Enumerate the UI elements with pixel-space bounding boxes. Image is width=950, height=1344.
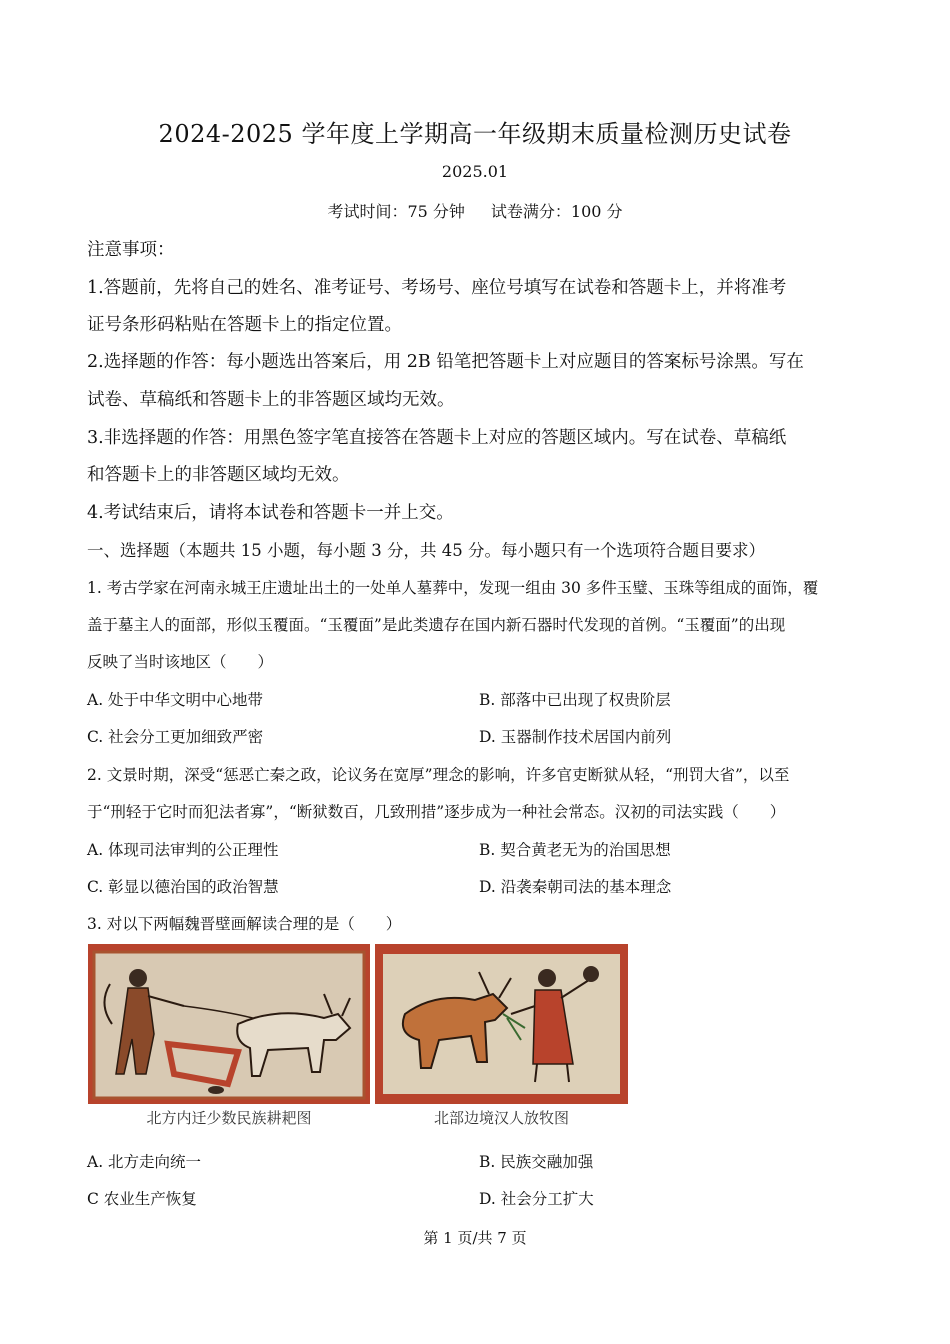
q2-option-d[interactable]: D. 沿袭秦朝司法的基本理念: [479, 878, 672, 896]
notice-heading: 注意事项：: [87, 240, 175, 260]
exam-meta: [0, 199, 950, 222]
section-heading: 一、选择题（本题共 15 小题，每小题 3 分，共 45 分。每小题只有一个选项符合题目要求）: [87, 541, 765, 560]
mural-herding-image: [375, 944, 628, 1134]
exam-date: 2025.01: [441, 162, 509, 181]
q3-option-c[interactable]: C 农业生产恢复: [87, 1190, 197, 1208]
q3-option-d[interactable]: D. 社会分工扩大: [479, 1190, 594, 1208]
q1-option-d[interactable]: D. 玉器制作技术居国内前列: [479, 728, 672, 746]
q2-option-c[interactable]: C. 彰显以德治国的政治智慧: [87, 878, 279, 896]
q1-option-a[interactable]: A. 处于中华文明中心地带: [87, 691, 264, 709]
page-footer: 第 1 页/共 7 页: [423, 1229, 527, 1247]
notice-line: 1.答题前，先将自己的姓名、准考证号、考场号、座位号填写在试卷和答题卡上，并将准考: [87, 278, 787, 298]
q3-option-b[interactable]: B. 民族交融加强: [479, 1153, 594, 1171]
notice-line: 证号条形码粘贴在答题卡上的指定位置。: [87, 315, 402, 335]
q2-stem-line: 2. 文景时期，深受“惩恶亡秦之政，论议务在宽厚”理念的影响，许多官吏断狱从轻，“刑罚大省”，以至: [87, 766, 790, 784]
mural-caption: 北方内迁少数民族耕耙图: [146, 1109, 312, 1127]
q2-option-a[interactable]: A. 体现司法审判的公正理性: [87, 841, 279, 859]
q1-stem-line: 1. 考古学家在河南永城王庄遗址出土的一处单人墓葬中，发现一组由 30 多件玉璧、玉珠等组成的面饰，覆: [87, 579, 819, 597]
notice-line: 3.非选择题的作答：用黑色签字笔直接答在答题卡上对应的答题区域内。写在试卷、草稿纸: [87, 428, 787, 448]
full-score: 试卷满分：100 分: [490, 202, 623, 221]
q1-stem-line: 盖于墓主人的面部，形似玉覆面。“玉覆面”是此类遗存在国内新石器时代发现的首例。“玉覆面”的出现: [87, 616, 786, 634]
q1-option-b[interactable]: B. 部落中已出现了权贵阶层: [479, 691, 671, 709]
notice-line: 试卷、草稿纸和答题卡上的非答题区域均无效。: [87, 390, 455, 410]
q2-option-b[interactable]: B. 契合黄老无为的治国思想: [479, 841, 671, 859]
notice-line: 4.考试结束后，请将本试卷和答题卡一并上交。: [87, 503, 454, 523]
q3-stem: 3. 对以下两幅魏晋壁画解读合理的是（ ）: [87, 915, 402, 933]
q2-stem-line: 于“刑轻于它时而犯法者寡”，“断狱数百，几致刑措”逐步成为一种社会常态。汉初的司法实践（ ）: [87, 803, 786, 821]
page-title: 2024-2025 学年度上学期高一年级期末质量检测历史试卷: [158, 120, 792, 148]
mural-plowing-image: [88, 944, 370, 1134]
exam-time: 考试时间：75 分钟: [327, 202, 465, 221]
notice-line: 和答题卡上的非答题区域均无效。: [87, 465, 350, 485]
notice-line: 2.选择题的作答：每小题选出答案后，用 2B 铅笔把答题卡上对应题目的答案标号涂黑。写在: [87, 352, 804, 372]
q3-option-a[interactable]: A. 北方走向统一: [87, 1153, 202, 1171]
q1-option-c[interactable]: C. 社会分工更加细致严密: [87, 728, 264, 746]
q1-stem-line: 反映了当时该地区（ ）: [87, 653, 274, 671]
mural-caption: 北部边境汉人放牧图: [433, 1109, 569, 1127]
